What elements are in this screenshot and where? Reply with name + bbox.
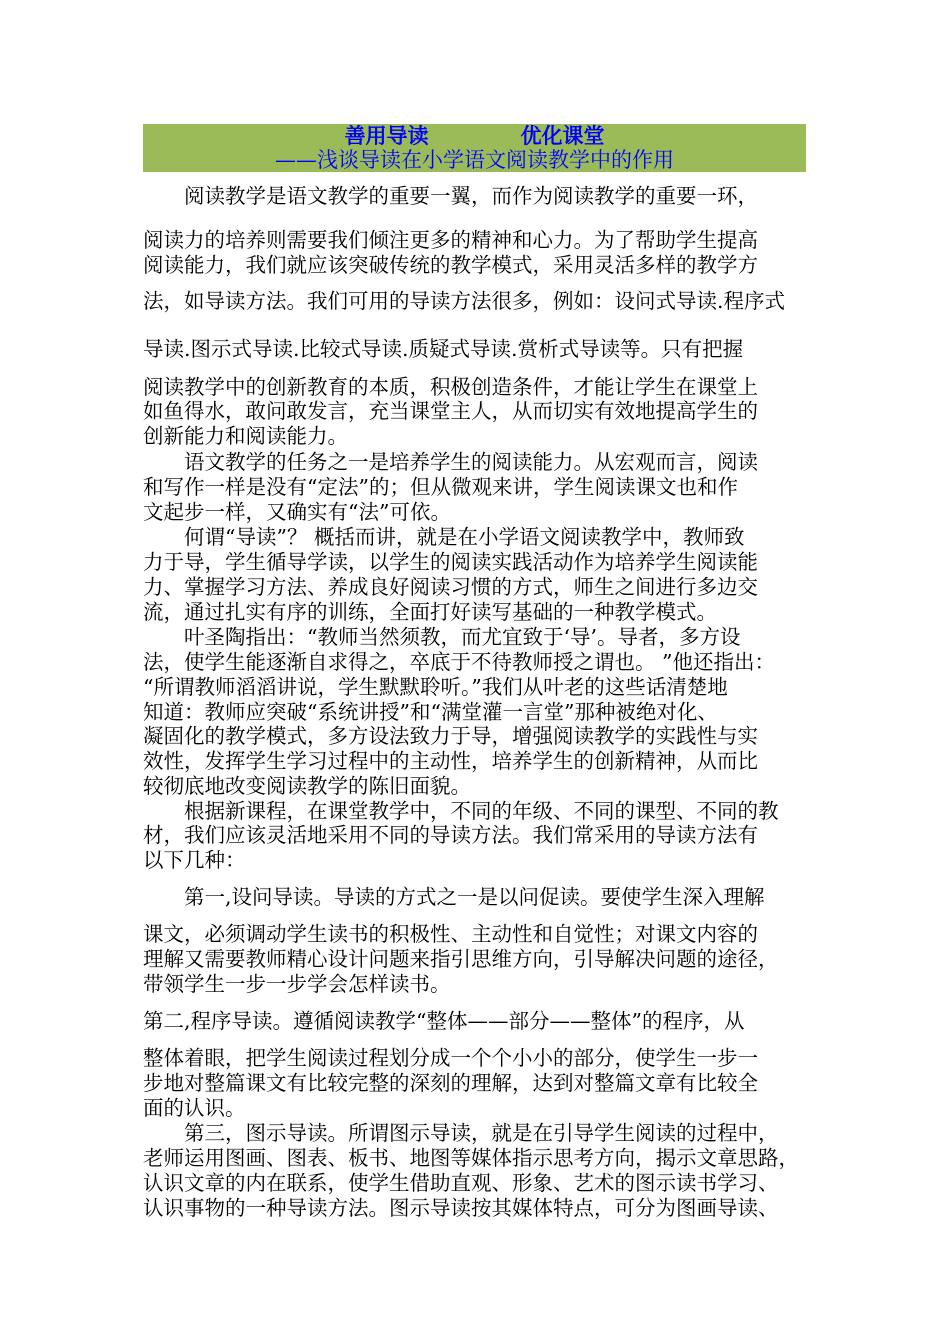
text-line: 第三，图示导读。所谓图示导读，就是在引导学生阅读的过程中， [143, 1121, 779, 1145]
text-line: 面的认识。 [143, 1096, 246, 1120]
text-line: 法，使学生能逐渐自求得之，卒底于不待教师授之谓也。 ”他还指出： [143, 650, 775, 674]
text-line: 认识事物的一种导读方法。图示导读按其媒体特点，可分为图画导读、 [143, 1196, 779, 1220]
text-line: 效性，发挥学生学习过程中的主动性，培养学生的创新精神，从而比 [143, 749, 758, 773]
text-line: 流，通过扎实有序的训练，全面打好读写基础的一种教学模式。 [143, 600, 717, 624]
text-line: 第二,程序导读。遵循阅读教学“整体——部分——整体”的程序，从 [143, 1009, 745, 1033]
text-line: 材，我们应该灵活地采用不同的导读方法。我们常采用的导读方法有 [143, 823, 758, 847]
text-line: 叶圣陶指出：“教师当然须教，而尤宜致于‘导’。导者，多方设 [143, 625, 741, 649]
title-part-1: 善用导读 [344, 124, 429, 148]
title-banner [143, 124, 806, 172]
text-line: 理解又需要教师精心设计问题来指引思维方向，引导解决问题的途径， [143, 947, 779, 971]
text-line: 凝固化的教学模式，多方设法致力于导，增强阅读教学的实践性与实 [143, 724, 758, 748]
main-title [143, 124, 806, 148]
text-line: 阅读力的培养则需要我们倾注更多的精神和心力。为了帮助学生提高 [143, 228, 758, 252]
text-line: 第一,设问导读。导读的方式之一是以问促读。要使学生深入理解 [143, 885, 765, 909]
text-line: 创新能力和阅读能力。 [143, 424, 348, 448]
text-line: 阅读能力，我们就应该突破传统的教学模式，采用灵活多样的教学方 [143, 253, 758, 277]
subtitle: ——浅谈导读在小学语文阅读教学中的作用 [275, 148, 674, 172]
text-line: 如鱼得水，敢问敢发言，充当课堂主人，从而切实有效地提高学生的 [143, 399, 758, 423]
text-line: “所谓教师滔滔讲说，学生默默聆听。”我们从叶老的这些话清楚地 [143, 675, 728, 699]
text-line: 阅读教学是语文教学的重要一翼，而作为阅读教学的重要一环， [143, 184, 758, 208]
text-line: 导读.图示式导读.比较式导读.质疑式导读.赏析式导读等。只有把握 [143, 337, 744, 361]
text-line: 步地对整篇课文有比较完整的深刻的理解，达到对整篇文章有比较全 [143, 1071, 758, 1095]
title-part-2: 优化课堂 [520, 124, 605, 148]
text-line: 以下几种： [143, 848, 246, 872]
text-line: 阅读教学中的创新教育的本质，积极创造条件，才能让学生在课堂上 [143, 375, 758, 399]
text-line: 文起步一样，又确实有“法”可依。 [143, 500, 451, 524]
text-line: 力于导，学生循导学读，以学生的阅读实践活动作为培养学生阅读能 [143, 550, 758, 574]
text-line: 知道：教师应突破“系统讲授”和“满堂灌一言堂”那种被绝对化、 [143, 700, 718, 724]
text-line: 带领学生一步一步学会怎样读书。 [143, 972, 451, 996]
text-line: 老师运用图画、图表、板书、地图等媒体指示思考方向，揭示文章思路， [143, 1146, 799, 1170]
text-line: 和写作一样是没有“定法”的；但从微观来讲，学生阅读课文也和作 [143, 475, 738, 499]
text-line: 语文教学的任务之一是培养学生的阅读能力。从宏观而言，阅读 [143, 450, 758, 474]
text-line: 法，如导读方法。我们可用的导读方法很多，例如：设问式导读.程序式 [143, 289, 786, 313]
text-line: 力、掌握学习方法、养成良好阅读习惯的方式，师生之间进行多边交 [143, 575, 758, 599]
text-line: 较彻底地改变阅读教学的陈旧面貌。 [143, 774, 471, 798]
text-line: 认识文章的内在联系，使学生借助直观、形象、艺术的图示读书学习、 [143, 1171, 779, 1195]
text-line: 何谓“导读”？ 概括而讲，就是在小学语文阅读教学中，教师致 [143, 525, 745, 549]
text-line: 根据新课程，在课堂教学中，不同的年级、不同的课型、不同的教 [143, 799, 779, 823]
text-line: 整体着眼，把学生阅读过程划分成一个个小小的部分，使学生一步一 [143, 1046, 758, 1070]
text-line: 课文，必须调动学生读书的积极性、主动性和自觉性；对课文内容的 [143, 922, 758, 946]
